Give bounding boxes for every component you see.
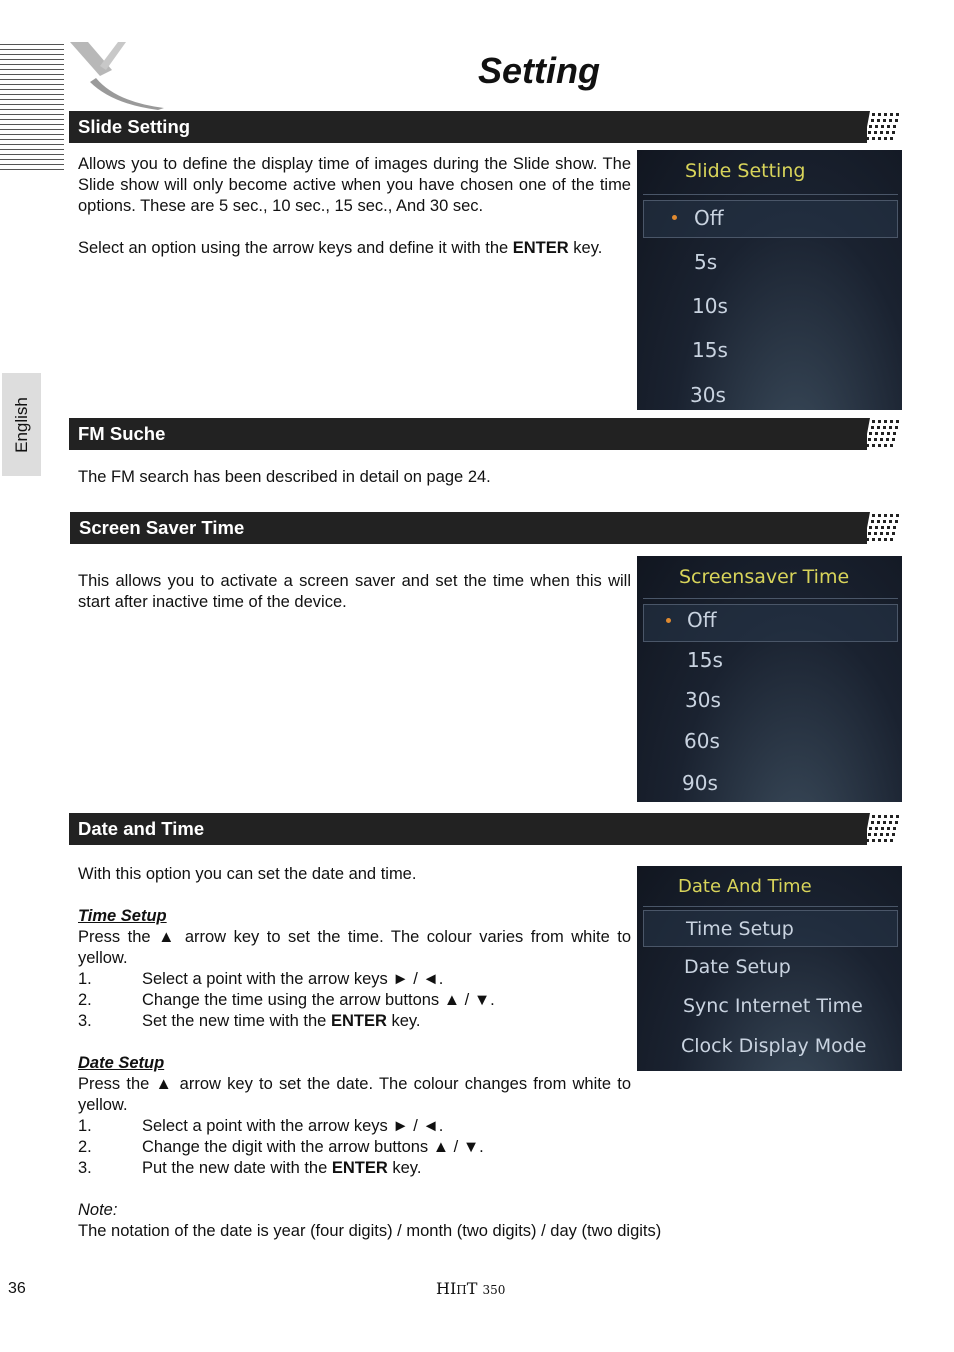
screen-option: 15s	[692, 338, 728, 362]
heading-dots-decoration	[864, 512, 904, 544]
paragraph: Press the ▲ arrow key to set the date. The colour changes from white to yellow.	[78, 1075, 631, 1114]
fm-suche-text	[78, 467, 631, 488]
screen-saver-text	[78, 571, 631, 613]
heading-dots-decoration	[864, 418, 904, 450]
section-heading-text: FM Suche	[78, 423, 166, 444]
screen-title: Slide Setting	[685, 160, 806, 182]
screen-option: Clock Display Mode	[681, 1035, 867, 1057]
screen-option: 15s	[687, 648, 723, 672]
slide-setting-screenshot	[637, 150, 902, 410]
date-and-time-screenshot	[637, 866, 902, 1071]
list-item: 3. Set the new time with the ENTER key.	[78, 1012, 421, 1030]
x-logo-icon	[66, 40, 166, 110]
screen-option: Off	[694, 206, 724, 230]
section-heading-slide	[69, 111, 867, 143]
slide-setting-text	[78, 154, 631, 259]
language-tab-label: English	[11, 396, 31, 453]
section-heading-text: Screen Saver Time	[79, 517, 245, 538]
screen-title: Screensaver Time	[679, 566, 850, 588]
paragraph: This allows you to activate a screen saver and set the time when this will start after inactive time of the device.	[78, 572, 631, 611]
screen-option: Sync Internet Time	[683, 995, 863, 1017]
page-title: Setting	[478, 50, 600, 91]
list-item: 2. Change the digit with the arrow buttons ▲ / ▼.	[78, 1138, 484, 1156]
screen-option: 5s	[694, 250, 718, 274]
section-heading-fm	[69, 418, 867, 450]
page-number: 36	[8, 1280, 26, 1297]
date-time-text	[78, 864, 662, 1242]
time-setup-subheading: Time Setup	[78, 907, 167, 925]
header-stripes	[0, 44, 64, 172]
selected-dot-icon	[672, 215, 677, 220]
paragraph: Allows you to define the display time of images during the Slide show. The Slide show will only become active when you have chosen one of the time options. These are 5 sec., 10 sec., 15 sec., And 30 sec.	[78, 155, 631, 215]
paragraph: Select an option using the arrow keys and define it with the ENTER key.	[78, 239, 603, 257]
screen-option: 90s	[682, 771, 718, 795]
list-item: 3. Put the new date with the ENTER key.	[78, 1159, 422, 1177]
paragraph: The FM search has been described in detail on page 24.	[78, 468, 491, 486]
list-item: 1. Select a point with the arrow keys ► / ◄.	[78, 970, 444, 988]
selected-row	[643, 200, 898, 238]
note-text: The notation of the date is year (four digits) / month (two digits) / day (two digits)	[78, 1222, 662, 1240]
section-heading-text: Date and Time	[78, 818, 205, 839]
paragraph: Press the ▲ arrow key to set the time. The colour varies from white to yellow.	[78, 928, 631, 967]
language-tab	[2, 373, 41, 476]
screen-option: Time Setup	[686, 918, 794, 940]
footer-model: HIПT 350	[436, 1279, 506, 1298]
section-heading-saver	[70, 512, 867, 544]
selected-row	[643, 604, 898, 642]
note-label: Note:	[78, 1201, 118, 1219]
selected-dot-icon	[666, 618, 671, 623]
screen-option: 60s	[684, 729, 720, 753]
screen-option: Date Setup	[684, 956, 791, 978]
date-setup-subheading: Date Setup	[78, 1054, 165, 1072]
heading-dots-decoration	[864, 111, 904, 143]
screensaver-time-screenshot	[637, 556, 902, 802]
screen-option: Off	[687, 608, 717, 632]
screen-option: 30s	[690, 383, 726, 407]
section-heading-text: Slide Setting	[78, 116, 191, 137]
screen-title: Date And Time	[678, 876, 812, 897]
heading-dots-decoration	[864, 813, 904, 845]
paragraph: With this option you can set the date and time.	[78, 865, 417, 883]
screen-option: 10s	[692, 294, 728, 318]
section-heading-datetime	[69, 813, 867, 845]
list-item: 2. Change the time using the arrow buttons ▲ / ▼.	[78, 991, 495, 1009]
screen-option: 30s	[685, 688, 721, 712]
list-item: 1. Select a point with the arrow keys ► / ◄.	[78, 1117, 444, 1135]
